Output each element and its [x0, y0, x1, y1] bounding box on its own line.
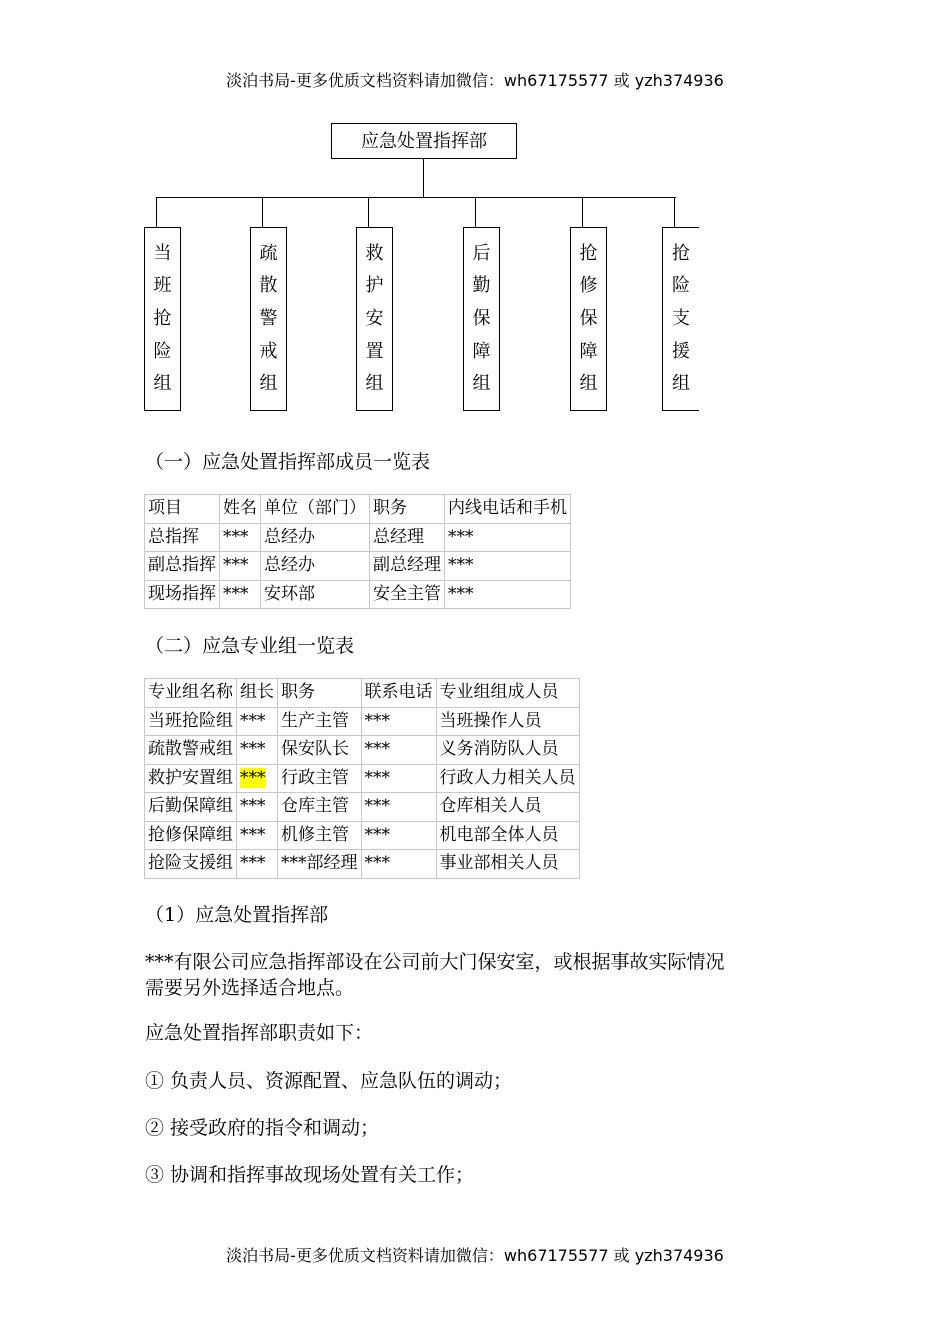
table-cell: *** [220, 523, 261, 552]
table-cell: *** [237, 707, 278, 736]
table-header-cell: 专业组组成人员 [436, 679, 579, 708]
org-group-char: 抢 [579, 242, 598, 264]
org-group-char: 抢 [672, 242, 690, 264]
org-group-char: 组 [579, 373, 598, 395]
org-group-box [570, 227, 607, 411]
table-cell: 总经理 [370, 523, 445, 552]
table-cell: 事业部相关人员 [436, 850, 579, 879]
table-cell: 抢险支援组 [145, 850, 237, 879]
table-cell: *** [361, 707, 436, 736]
table-cell: 行政主管 [278, 764, 362, 793]
org-group-char: 组 [365, 373, 384, 395]
table-cell: 行政人力相关人员 [436, 764, 579, 793]
table-row [145, 707, 580, 736]
org-connector-drop [475, 197, 476, 227]
table-cell: 机修主管 [278, 821, 362, 850]
org-group-char: 警 [259, 307, 278, 329]
table-cell: *** [237, 736, 278, 765]
table-cell: ***部经理 [278, 850, 362, 879]
table-row [145, 552, 571, 581]
org-group-char: 支 [672, 307, 690, 329]
table-cell: *** [361, 793, 436, 822]
org-group-char: 救 [365, 242, 384, 264]
table-row [145, 523, 571, 552]
table-header-cell: 专业组名称 [145, 679, 237, 708]
org-group-box [250, 227, 287, 411]
org-group-box [463, 227, 500, 411]
org-group-char: 疏 [259, 242, 278, 264]
table-header-cell: 内线电话和手机 [445, 495, 571, 524]
table-cell: 仓库相关人员 [436, 793, 579, 822]
table-cell: 机电部全体人员 [436, 821, 579, 850]
table-cell: 保安队长 [278, 736, 362, 765]
org-group-char: 当 [153, 242, 172, 264]
org-connector-drop [674, 197, 675, 227]
org-group-char: 后 [472, 242, 491, 264]
table-cell: *** [361, 764, 436, 793]
org-connector-drop [156, 197, 157, 227]
table-cell: 当班操作人员 [436, 707, 579, 736]
table-cell: 救护安置组 [145, 764, 237, 793]
table-cell: *** [361, 821, 436, 850]
org-group-char: 援 [672, 340, 690, 362]
table-cell: *** [237, 821, 278, 850]
table-cell: *** [361, 736, 436, 765]
table-header-row [145, 495, 571, 524]
table-cell: 抢修保障组 [145, 821, 237, 850]
table-header-cell: 联系电话 [361, 679, 436, 708]
table-cell: *** [220, 552, 261, 581]
table-cell: *** [220, 580, 261, 609]
section1-title: （一）应急处置指挥部成员一览表 [145, 451, 431, 473]
org-group-char: 险 [672, 275, 690, 297]
org-group-char: 组 [153, 373, 172, 395]
duties-title: 应急处置指挥部职责如下： [145, 1022, 374, 1044]
org-connector-drop [368, 197, 369, 227]
table-cell: 副总经理 [370, 552, 445, 581]
org-chart [0, 0, 950, 430]
highlighted-text: *** [240, 767, 266, 788]
duty-item-1: ① 负责人员、资源配置、应急队伍的调动； [145, 1070, 513, 1092]
org-group-char: 班 [153, 275, 172, 297]
org-group-char: 组 [259, 373, 278, 395]
table-cell: 生产主管 [278, 707, 362, 736]
org-group-char: 散 [259, 275, 278, 297]
table-cell: 安全主管 [370, 580, 445, 609]
table-row [145, 764, 580, 793]
org-group-char: 戒 [259, 340, 278, 362]
section3-title: （1）应急处置指挥部 [145, 904, 329, 926]
org-group-char: 险 [153, 340, 172, 362]
paragraph-line-1: ***有限公司应急指挥部设在公司前大门保安室，或根据事故实际情况 [145, 951, 725, 973]
table-header-row [145, 679, 580, 708]
table-row [145, 580, 571, 609]
table-row [145, 821, 580, 850]
org-group-char: 勤 [472, 275, 491, 297]
table-cell: 总指挥 [145, 523, 220, 552]
table-cell: *** [237, 850, 278, 879]
org-group-char: 安 [365, 307, 384, 329]
table-cell: *** [237, 793, 278, 822]
table-cell: 义务消防队人员 [436, 736, 579, 765]
table-row [145, 793, 580, 822]
duty-item-3: ③ 协调和指挥事故现场处置有关工作； [145, 1164, 475, 1186]
commanders-table [144, 494, 571, 609]
page-footer: 淡泊书局-更多优质文档资料请加微信：wh67175577 或 yzh374936 [226, 1246, 724, 1265]
org-connector-drop [262, 197, 263, 227]
table-row [145, 736, 580, 765]
org-group-char: 修 [579, 275, 598, 297]
table-header-cell: 姓名 [220, 495, 261, 524]
table-cell: 仓库主管 [278, 793, 362, 822]
table-cell: 总经办 [261, 523, 370, 552]
table-header-cell: 组长 [237, 679, 278, 708]
org-group-char: 置 [365, 340, 384, 362]
table-cell: 疏散警戒组 [145, 736, 237, 765]
table-cell: 当班抢险组 [145, 707, 237, 736]
org-group-char: 组 [472, 373, 491, 395]
table-cell: 总经办 [261, 552, 370, 581]
org-group-char: 护 [365, 275, 384, 297]
table-cell: *** [445, 552, 571, 581]
org-group-char: 保 [579, 307, 598, 329]
table-cell: 安环部 [261, 580, 370, 609]
specialist-groups-table [144, 678, 580, 879]
org-group-box [356, 227, 393, 411]
org-group-box [144, 227, 181, 411]
table-cell: *** [361, 850, 436, 879]
org-connector-vertical [423, 159, 424, 197]
table-header-cell: 职务 [278, 679, 362, 708]
org-group-box [662, 227, 699, 411]
org-chart-top-box: 应急处置指挥部 [331, 123, 517, 159]
table-cell: 后勤保障组 [145, 793, 237, 822]
table-header-cell: 项目 [145, 495, 220, 524]
org-group-char: 障 [579, 340, 598, 362]
table-header-cell: 单位（部门） [261, 495, 370, 524]
org-connector-drop [582, 197, 583, 227]
table-row [145, 850, 580, 879]
page-header: 淡泊书局-更多优质文档资料请加微信：wh67175577 或 yzh374936 [226, 71, 724, 90]
paragraph-line-2: 需要另外选择适合地点。 [145, 977, 355, 999]
duty-item-2: ② 接受政府的指令和调动； [145, 1117, 380, 1139]
org-connector-horizontal [156, 197, 676, 198]
org-group-char: 障 [472, 340, 491, 362]
table-header-cell: 职务 [370, 495, 445, 524]
table-cell [237, 764, 278, 793]
section2-title: （二）应急专业组一览表 [145, 635, 355, 657]
org-group-char: 组 [672, 373, 690, 395]
org-group-char: 保 [472, 307, 491, 329]
table-cell: *** [445, 580, 571, 609]
table-cell: 副总指挥 [145, 552, 220, 581]
table-cell: *** [445, 523, 571, 552]
table-cell: 现场指挥 [145, 580, 220, 609]
org-group-char: 抢 [153, 307, 172, 329]
